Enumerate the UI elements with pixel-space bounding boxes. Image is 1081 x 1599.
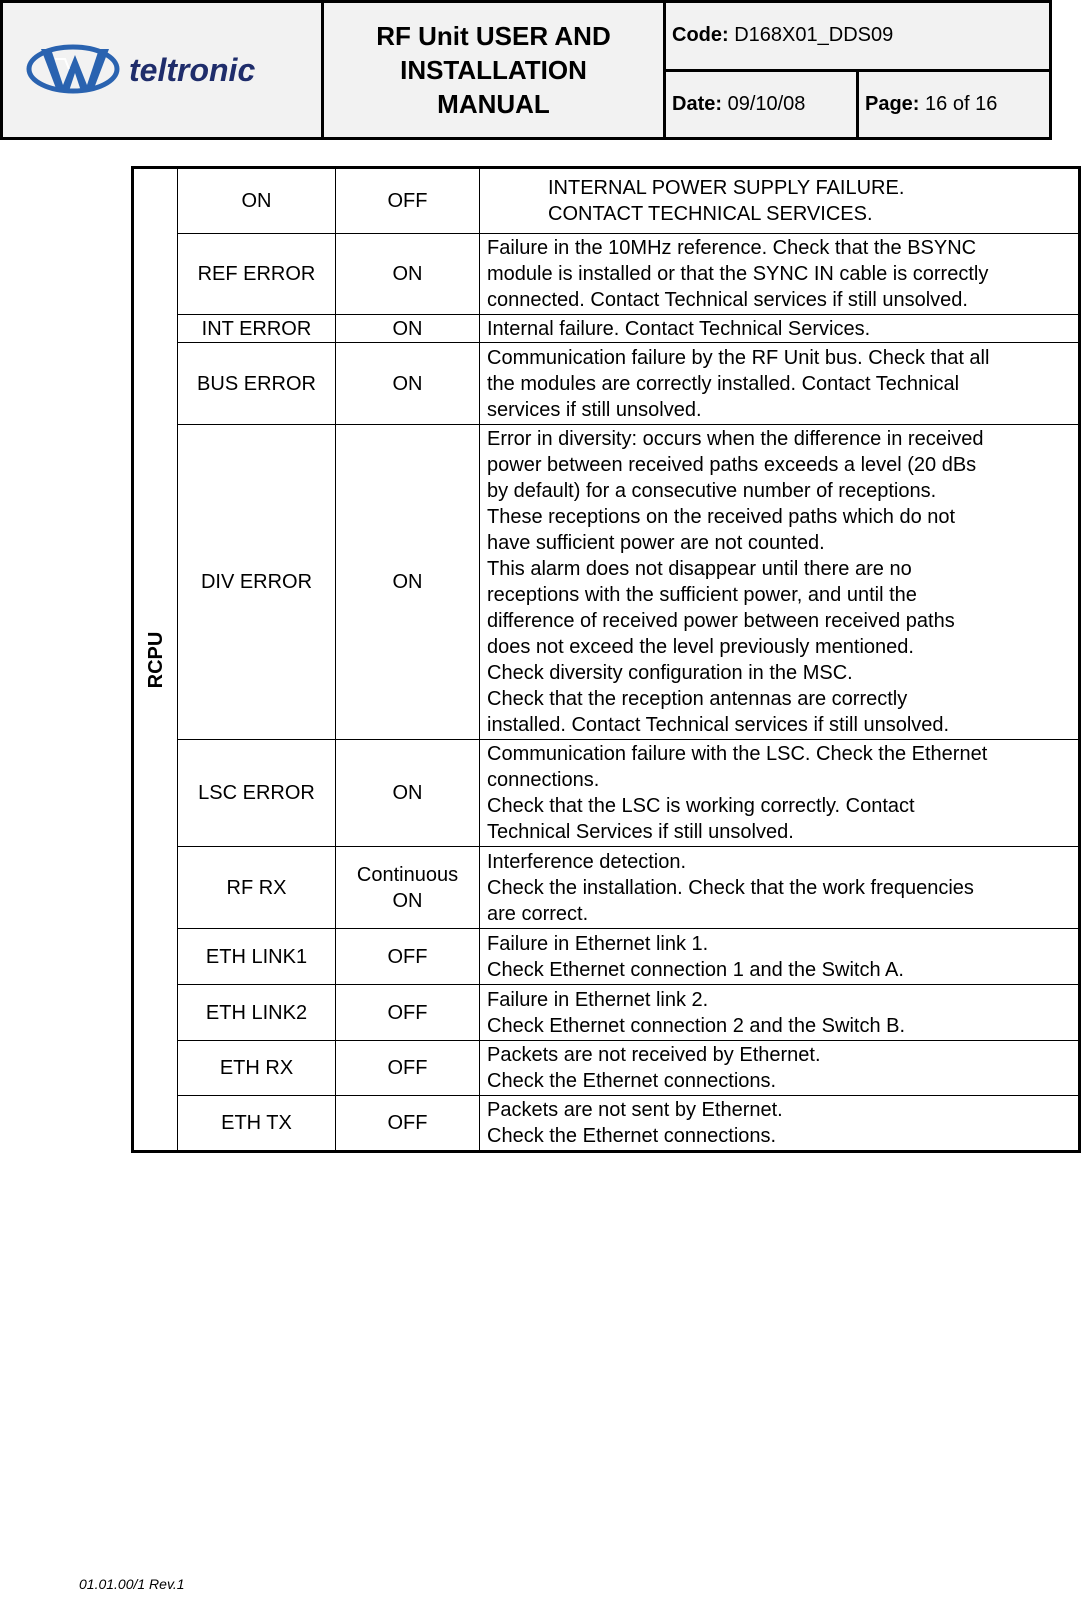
led-status-table	[131, 166, 1081, 1153]
table-row	[133, 234, 1080, 315]
led-state: ON	[336, 343, 480, 425]
description-line: connected. Contact Technical services if still unsolved.	[487, 289, 968, 311]
document-title	[323, 2, 665, 139]
description	[480, 343, 1080, 425]
description-line: These receptions on the received paths which do not	[487, 506, 956, 528]
state-line: Continuous	[356, 863, 459, 886]
description-line: Communication failure by the RF Unit bus. Check that all	[487, 346, 990, 369]
table-row	[133, 847, 1080, 929]
description-line: receptions with the sufficient power, and until the	[487, 584, 917, 606]
document-header	[0, 0, 1052, 140]
description-line: Failure in the 10MHz reference. Check that the BSYNC	[487, 237, 977, 259]
description	[480, 985, 1080, 1041]
description-line: Check that the reception antennas are correctly	[487, 688, 908, 710]
table-row	[133, 343, 1080, 425]
description	[480, 315, 1080, 343]
description	[480, 740, 1080, 847]
description-line: are correct.	[487, 902, 589, 925]
code-value: D168X01_DDS09	[734, 24, 894, 47]
led-state: OFF	[336, 985, 480, 1041]
description	[480, 929, 1080, 985]
description-line: Check that the LSC is working correctly. Contact	[487, 795, 915, 817]
led-name: INT ERROR	[178, 315, 336, 343]
led-state: OFF	[336, 1041, 480, 1096]
led-name: ETH LINK1	[178, 929, 336, 985]
description-line: Packets are not sent by Ethernet.	[487, 1099, 783, 1121]
rcpu-label: RCPU	[144, 631, 167, 688]
teltronic-logo-icon	[25, 39, 305, 99]
description	[480, 234, 1080, 315]
led-name: DIV ERROR	[178, 425, 336, 740]
led-state: ON	[336, 234, 480, 315]
description-line: difference of received power between received paths	[487, 610, 955, 632]
led-name: ETH RX	[178, 1041, 336, 1096]
logo-text: teltronic	[129, 52, 256, 88]
table-row	[133, 740, 1080, 847]
description	[480, 168, 1080, 234]
description-line: connections.	[487, 769, 600, 791]
led-state: OFF	[336, 929, 480, 985]
description-line: power between received paths exceeds a level (20 dBs	[487, 454, 977, 476]
table-row	[133, 985, 1080, 1041]
description-line: Error in diversity: occurs when the difference in received	[487, 428, 984, 450]
date-value: 09/10/08	[727, 92, 806, 115]
description-line: Check diversity configuration in the MSC.	[487, 662, 853, 684]
description-line: Failure in Ethernet link 2.	[487, 988, 709, 1011]
table-row	[133, 929, 1080, 985]
code-cell	[665, 2, 1051, 71]
description	[480, 425, 1080, 740]
table-row	[133, 1041, 1080, 1096]
teltronic-logo	[25, 39, 305, 99]
date-label: Date:	[672, 92, 723, 115]
description-line: INTERNAL POWER SUPPLY FAILURE.	[548, 177, 905, 199]
led-name: ETH LINK2	[178, 985, 336, 1041]
led-state: OFF	[336, 168, 480, 234]
table-row	[133, 315, 1080, 343]
description	[480, 1096, 1080, 1152]
description	[480, 1041, 1080, 1096]
page-label: Page:	[865, 92, 920, 115]
table-row	[133, 1096, 1080, 1152]
logo-cell	[2, 2, 323, 139]
led-state: OFF	[336, 1096, 480, 1152]
description-line: Check Ethernet connection 1 and the Switch A.	[487, 958, 904, 981]
description-line: Packets are not received by Ethernet.	[487, 1044, 821, 1066]
date-cell	[665, 70, 858, 139]
code-label: Code:	[672, 24, 729, 47]
description-line: does not exceed the level previously mentioned.	[487, 636, 914, 658]
description-line: services if still unsolved.	[487, 398, 702, 421]
description-line: the modules are correctly installed. Contact Technical	[487, 372, 960, 395]
led-name: LSC ERROR	[178, 740, 336, 847]
description-line: Interference detection.	[487, 850, 687, 873]
led-name: ON	[178, 168, 336, 234]
table-row	[133, 425, 1080, 740]
title-line-2: INSTALLATION	[400, 55, 587, 85]
description-line: Failure in Ethernet link 1.	[487, 932, 709, 955]
description-line: Check the Ethernet connections.	[487, 1125, 777, 1147]
revision-footer: 01.01.00/1 Rev.1	[79, 1576, 185, 1592]
description-line: installed. Contact Technical services if still unsolved.	[487, 714, 950, 736]
description-line: Check the Ethernet connections.	[487, 1070, 777, 1092]
description-line: have sufficient power are not counted.	[487, 532, 825, 554]
led-state: ON	[336, 740, 480, 847]
description-line: Check the installation. Check that the work frequencies	[487, 876, 974, 899]
description-line: CONTACT TECHNICAL SERVICES.	[548, 203, 873, 225]
led-state: ON	[336, 425, 480, 740]
state-line: ON	[392, 889, 423, 912]
description-line: Communication failure with the LSC. Check the Ethernet	[487, 743, 988, 765]
description-line: by default) for a consecutive number of receptions.	[487, 480, 937, 502]
led-name: REF ERROR	[178, 234, 336, 315]
description-line: module is installed or that the SYNC IN cable is correctly	[487, 263, 989, 285]
description-line: Check Ethernet connection 2 and the Switch B.	[487, 1014, 906, 1037]
description-line: Technical Services if still unsolved.	[487, 821, 794, 843]
led-name: RF RX	[178, 847, 336, 929]
table-row	[133, 168, 1080, 234]
description-line: Internal failure. Contact Technical Services.	[487, 317, 871, 340]
title-line-3: MANUAL	[437, 89, 550, 119]
led-state	[336, 847, 480, 929]
page-cell	[858, 70, 1051, 139]
led-name: BUS ERROR	[178, 343, 336, 425]
description-line: This alarm does not disappear until there are no	[487, 558, 912, 580]
page-number: 16 of 16	[925, 92, 998, 115]
rcpu-group-cell	[133, 168, 178, 1152]
led-name: ETH TX	[178, 1096, 336, 1152]
led-state: ON	[336, 315, 480, 343]
description	[480, 847, 1080, 929]
title-line-1: RF Unit USER AND	[376, 21, 611, 51]
